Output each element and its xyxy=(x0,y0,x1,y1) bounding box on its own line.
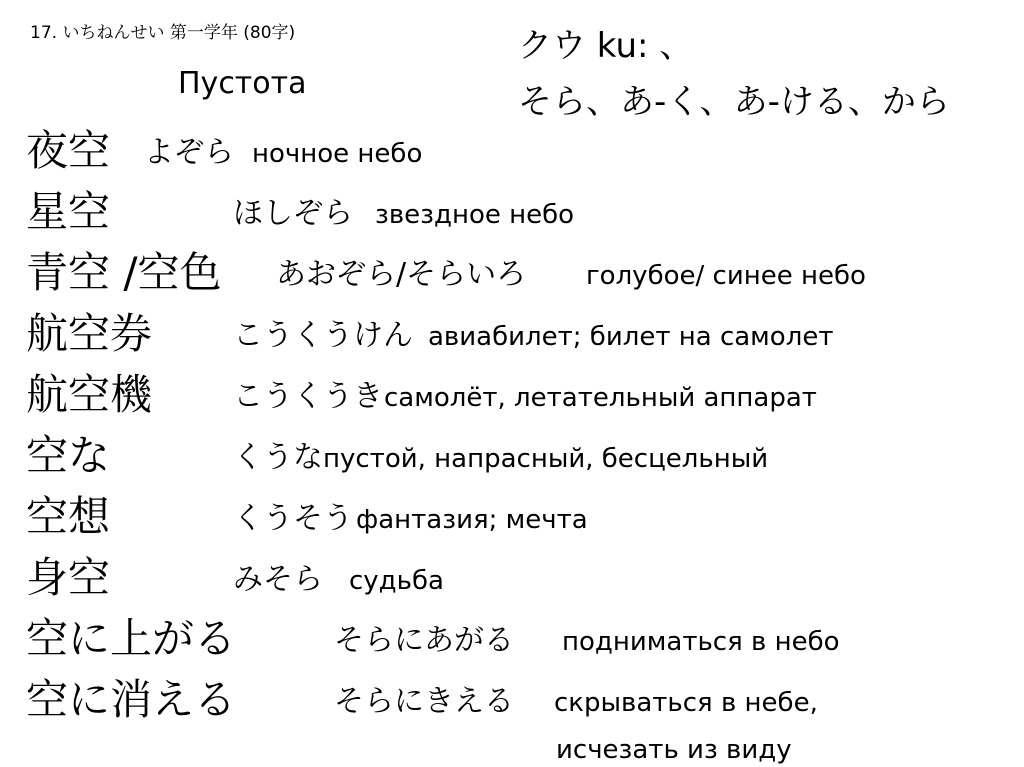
entry-kana: ほしぞら xyxy=(233,196,353,231)
entry-meaning: подниматься в небо xyxy=(562,627,840,657)
entry-meaning: судьба xyxy=(349,566,444,596)
entry-kana: くうそう xyxy=(233,501,353,536)
entry-kanji: 空想 xyxy=(26,492,111,541)
entry-kana: あおぞら/そらいろ xyxy=(276,257,527,292)
vocab-entry xyxy=(0,364,1024,426)
entry-kanji: 航空機 xyxy=(26,370,153,419)
vocab-entry xyxy=(0,547,1024,609)
entry-kana: こうくうけん xyxy=(233,318,413,353)
entry-kanji: 星空 xyxy=(26,187,111,236)
entry-kana: よぞら xyxy=(144,135,234,170)
entry-meaning: голубое/ синее небо xyxy=(586,261,866,291)
entry-meaning: пустой, напрасный, бесцельный xyxy=(323,444,769,474)
entry-kanji: 空に消える xyxy=(26,675,237,724)
entry-meaning-continuation: исчезать из виду xyxy=(556,735,792,765)
reading-on: クウ ku: 、 xyxy=(518,26,694,66)
entry-kana: くうな xyxy=(233,440,323,475)
entry-kana: こうくうき xyxy=(233,379,383,414)
entry-meaning: авиабилет; билет на самолет xyxy=(428,322,834,352)
entry-kana: そらにあがる xyxy=(334,623,514,658)
entry-meaning: звездное небо xyxy=(375,200,575,230)
vocab-entry xyxy=(0,425,1024,487)
entry-kana: みそら xyxy=(233,562,323,597)
entry-kanji: 航空券 xyxy=(26,309,153,358)
vocab-entry xyxy=(0,120,1024,182)
slide-subtitle: Пустота xyxy=(178,66,307,101)
entry-kanji: 空な xyxy=(26,431,111,480)
entry-meaning: скрываться в небе, xyxy=(554,688,818,718)
entry-meaning: самолёт, летательный аппарат xyxy=(384,383,817,413)
header-line: 17. いちねんせい 第一学年 (80字) xyxy=(30,23,296,43)
entry-kanji: 身空 xyxy=(26,553,111,602)
vocab-entry xyxy=(0,608,1024,670)
entry-meaning: ночное небо xyxy=(252,139,423,169)
vocab-entry xyxy=(0,303,1024,365)
vocab-entry xyxy=(0,242,1024,304)
entry-kanji: 夜空 xyxy=(26,126,111,175)
reading-kun: そら、あ-く、あ-ける、から xyxy=(518,82,950,122)
entry-meaning: фантазия; мечта xyxy=(356,505,588,535)
entry-kana: そらにきえる xyxy=(334,684,514,719)
vocab-entry xyxy=(0,181,1024,243)
vocab-entry xyxy=(0,669,1024,731)
entry-kanji: 空に上がる xyxy=(26,614,237,663)
vocab-entry xyxy=(0,486,1024,548)
entry-kanji: 青空 /空色 xyxy=(26,248,222,297)
